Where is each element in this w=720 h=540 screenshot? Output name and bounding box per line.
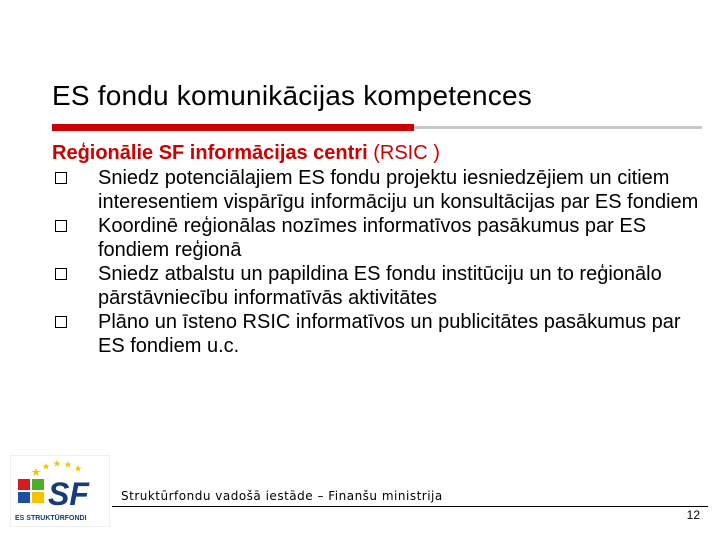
bullet-item: [52, 166, 712, 214]
slide-title: ES fondu komunikācijas kompetences: [52, 80, 532, 111]
bullet-item: [52, 214, 712, 262]
logo-caption: ES STRUKTŪRFONDI: [15, 515, 87, 522]
bullet-item: [52, 310, 712, 358]
section-heading-abbrev: (RSIC ): [373, 142, 440, 164]
section-heading: [52, 141, 712, 166]
slide-body: [52, 141, 712, 358]
title-underline-grey: [414, 126, 702, 129]
square-bullet-icon: [55, 220, 67, 232]
bullet-text: Sniedz potenciālajiem ES fondu projektu iesniedzējiem un citiem interesentiem vispārīgu informāciju un konsultācijas par ES fondiem: [98, 167, 699, 213]
bullet-text: Koordinē reģionālas nozīmes informatīvos pasākumus par ES fondiem reģionā: [98, 215, 647, 261]
page-number: 12: [686, 508, 700, 522]
square-bullet-icon: [55, 268, 67, 280]
bullet-text: Sniedz atbalstu un papildina ES fondu institūciju un to reģionālo pārstāvniecību informatīvās aktivitātes: [98, 263, 662, 309]
bullet-item: [52, 262, 712, 310]
title-underline-red: [52, 124, 414, 131]
es-structural-funds-logo: [10, 455, 110, 527]
footer-divider: [112, 506, 708, 507]
bullet-text: Plāno un īsteno RSIC informatīvos un publicitātes pasākumus par ES fondiem u.c.: [98, 311, 681, 357]
section-heading-text: Reģionālie SF informācijas centri: [52, 142, 368, 164]
logo-letters: SF: [48, 476, 89, 512]
footer-authority: Struktūrfondu vadošā iestāde – Finanšu ministrija: [121, 489, 443, 503]
square-bullet-icon: [55, 172, 67, 184]
bullet-list: [52, 166, 712, 358]
square-bullet-icon: [55, 316, 67, 328]
